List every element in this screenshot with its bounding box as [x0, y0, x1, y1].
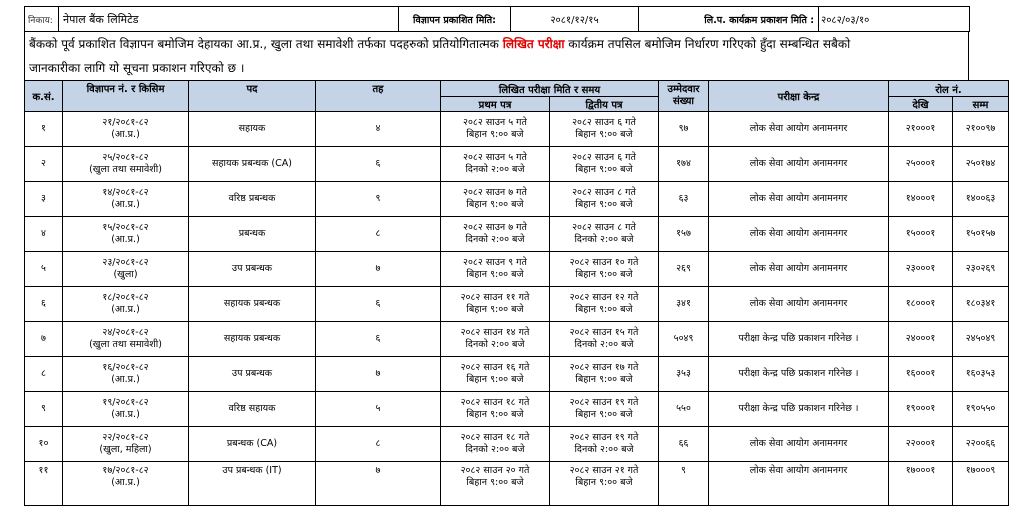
roll-to-cell: १५०१५७ — [953, 217, 1009, 252]
highlight-written-exam: लिखित परीक्षा — [502, 37, 565, 51]
post-cell: सहायक प्रबन्धक — [189, 322, 316, 357]
table-row — [25, 392, 1009, 427]
sn-cell: ३ — [25, 182, 63, 217]
roll-from-cell: २३०००१ — [889, 252, 953, 287]
col-exam-group: लिखित परीक्षा मिति र समय — [441, 81, 659, 97]
post-cell: सहायक प्रबन्धक (CA) — [189, 147, 316, 182]
col-roll-from: देखि — [889, 97, 953, 112]
notice-line-1: बैंकको पूर्व प्रकाशित विज्ञापन बमोजिम देहायका आ.प्र., खुला तथा समावेशी तर्फका पदहरुको प्रतियोगितात्मक लिखित परीक्षा कार्यक्रम तपसिल बमोजिम निर्धारण गरिएको हुँदा सम्बन्धित सबैको — [29, 37, 851, 51]
col-post: पद — [189, 81, 316, 112]
org-label: निकाय: — [25, 7, 59, 32]
ad-date: २०८१/१२/१५ — [511, 7, 639, 32]
col-level: तह — [316, 81, 441, 112]
paper1-cell: २०८२ साउन २० गते बिहान ९:०० बजे — [441, 462, 550, 506]
center-cell: लोक सेवा आयोग अनामनगर — [709, 427, 889, 462]
paper2-cell: २०८२ साउन १७ गते बिहान ९:०० बजे — [550, 357, 659, 392]
level-cell: ६ — [316, 287, 441, 322]
table-row — [25, 357, 1009, 392]
col-sn: क.सं. — [25, 81, 63, 112]
col-roll-group: रोल नं. — [889, 81, 1009, 97]
candidates-cell: २६९ — [659, 252, 709, 287]
col-paper1: प्रथम पत्र — [441, 97, 550, 112]
paper2-cell: २०८२ साउन ६ गते बिहान ९:०० बजे — [550, 112, 659, 147]
header-table — [24, 6, 970, 32]
paper1-cell: २०८२ साउन १८ गते दिनको २:०० बजे — [441, 427, 550, 462]
candidates-cell: १७४ — [659, 147, 709, 182]
paper2-cell: २०८२ साउन १५ गते दिनको २:०० बजे — [550, 322, 659, 357]
paper1-cell: २०८२ साउन १४ गते दिनको २:०० बजे — [441, 322, 550, 357]
prog-date-label: लि.प. कार्यक्रम प्रकाशन मिति : — [639, 7, 819, 32]
roll-to-cell: १६०३५३ — [953, 357, 1009, 392]
candidates-cell: ६३ — [659, 182, 709, 217]
ad-date-label: विज्ञापन प्रकाशित मिति: — [399, 7, 511, 32]
roll-from-cell: १७०००१ — [889, 462, 953, 506]
candidates-cell: ९७ — [659, 112, 709, 147]
level-cell: ७ — [316, 252, 441, 287]
candidates-cell: ५०४९ — [659, 322, 709, 357]
roll-from-cell: २२०००१ — [889, 427, 953, 462]
roll-from-cell: १८०००१ — [889, 287, 953, 322]
candidates-cell: ५५० — [659, 392, 709, 427]
adno-cell: १७/२०८१-८२ (आ.प्र.) — [63, 462, 189, 506]
paper2-cell: २०८२ साउन १० गते बिहान ९:०० बजे — [550, 252, 659, 287]
center-cell: लोक सेवा आयोग अनामनगर — [709, 217, 889, 252]
roll-from-cell: १६०००१ — [889, 357, 953, 392]
sn-cell: ११ — [25, 462, 63, 506]
roll-to-cell: २४५०४९ — [953, 322, 1009, 357]
table-row — [25, 217, 1009, 252]
level-cell: ६ — [316, 322, 441, 357]
col-paper2: द्वितीय पत्र — [550, 97, 659, 112]
prog-date: २०८२/०३/१० — [819, 7, 970, 32]
center-cell: परीक्षा केन्द्र पछि प्रकाशन गरिनेछ । — [709, 392, 889, 427]
post-cell: वरिष्ठ प्रबन्धक — [189, 182, 316, 217]
table-row — [25, 427, 1009, 462]
exam-schedule-table — [24, 80, 1009, 506]
col-candidates: उम्मेदवार संख्या — [659, 81, 709, 112]
level-cell: ७ — [316, 462, 441, 506]
sn-cell: ५ — [25, 252, 63, 287]
center-cell: परीक्षा केन्द्र पछि प्रकाशन गरिनेछ । — [709, 357, 889, 392]
adno-cell: १९/२०८१-८२ (आ.प्र.) — [63, 392, 189, 427]
sn-cell: २ — [25, 147, 63, 182]
paper2-cell: २०८२ साउन १२ गते बिहान ९:०० बजे — [550, 287, 659, 322]
notice-text — [24, 32, 969, 80]
col-roll-to: सम्म — [953, 97, 1009, 112]
level-cell: ९ — [316, 182, 441, 217]
level-cell: ८ — [316, 217, 441, 252]
sn-cell: ८ — [25, 357, 63, 392]
paper2-cell: २०८२ साउन ८ गते दिनको २:०० बजे — [550, 217, 659, 252]
level-cell: ७ — [316, 357, 441, 392]
paper1-cell: २०८२ साउन ५ गते बिहान ९:०० बजे — [441, 112, 550, 147]
paper1-cell: २०८२ साउन १८ गते बिहान ९:०० बजे — [441, 392, 550, 427]
candidates-cell: ३५३ — [659, 357, 709, 392]
sn-cell: १० — [25, 427, 63, 462]
paper1-cell: २०८२ साउन ७ गते बिहान ९:०० बजे — [441, 182, 550, 217]
center-cell: लोक सेवा आयोग अनामनगर — [709, 182, 889, 217]
roll-from-cell: २५०००१ — [889, 147, 953, 182]
notice-sheet — [24, 6, 996, 506]
roll-to-cell: १८०३४१ — [953, 287, 1009, 322]
center-cell: लोक सेवा आयोग अनामनगर — [709, 287, 889, 322]
notice-line-2: जानकारीका लागि यो सूचना प्रकाशन गरिएको छ । — [29, 61, 245, 75]
roll-to-cell: १७०००९ — [953, 462, 1009, 506]
roll-from-cell: १९०००१ — [889, 392, 953, 427]
post-cell: प्रबन्धक (CA) — [189, 427, 316, 462]
table-row — [25, 252, 1009, 287]
center-cell: लोक सेवा आयोग अनामनगर — [709, 112, 889, 147]
roll-to-cell: १९०५५० — [953, 392, 1009, 427]
table-row — [25, 112, 1009, 147]
level-cell: ४ — [316, 112, 441, 147]
post-cell: उप प्रबन्धक — [189, 252, 316, 287]
paper2-cell: २०८२ साउन २१ गते बिहान ९:०० बजे — [550, 462, 659, 506]
paper1-cell: २०८२ साउन ९ गते बिहान ९:०० बजे — [441, 252, 550, 287]
paper1-cell: २०८२ साउन १६ गते बिहान ९:०० बजे — [441, 357, 550, 392]
col-adno: विज्ञापन नं. र किसिम — [63, 81, 189, 112]
roll-to-cell: १४००६३ — [953, 182, 1009, 217]
center-cell: लोक सेवा आयोग अनामनगर — [709, 462, 889, 506]
roll-to-cell: २२००६६ — [953, 427, 1009, 462]
post-cell: प्रबन्धक — [189, 217, 316, 252]
post-cell: उप प्रबन्धक — [189, 357, 316, 392]
paper2-cell: २०८२ साउन १९ गते बिहान ९:०० बजे — [550, 392, 659, 427]
center-cell: लोक सेवा आयोग अनामनगर — [709, 147, 889, 182]
paper1-cell: २०८२ साउन ५ गते दिनको २:०० बजे — [441, 147, 550, 182]
table-row — [25, 182, 1009, 217]
roll-to-cell: २१००९७ — [953, 112, 1009, 147]
post-cell: सहायक प्रबन्धक — [189, 287, 316, 322]
adno-cell: १६/२०८१-८२ (आ.प्र.) — [63, 357, 189, 392]
center-cell: परीक्षा केन्द्र पछि प्रकाशन गरिनेछ । — [709, 322, 889, 357]
paper2-cell: २०८२ साउन ८ गते बिहान ९:०० बजे — [550, 182, 659, 217]
paper2-cell: २०८२ साउन ६ गते बिहान ९:०० बजे — [550, 147, 659, 182]
post-cell: उप प्रबन्धक (IT) — [189, 462, 316, 506]
adno-cell: २५/२०८१-८२ (खुला तथा समावेशी) — [63, 147, 189, 182]
paper1-cell: २०८२ साउन ७ गते दिनको २:०० बजे — [441, 217, 550, 252]
table-body — [25, 112, 1009, 506]
roll-from-cell: १४०००१ — [889, 182, 953, 217]
roll-from-cell: १५०००१ — [889, 217, 953, 252]
candidates-cell: १५७ — [659, 217, 709, 252]
adno-cell: २२/२०८१-८२ (खुला, महिला) — [63, 427, 189, 462]
candidates-cell: ६६ — [659, 427, 709, 462]
post-cell: सहायक — [189, 112, 316, 147]
paper1-cell: २०८२ साउन ११ गते बिहान ९:०० बजे — [441, 287, 550, 322]
table-row — [25, 322, 1009, 357]
paper2-cell: २०८२ साउन १९ गते दिनको २:०० बजे — [550, 427, 659, 462]
adno-cell: १५/२०८१-८२ (आ.प्र.) — [63, 217, 189, 252]
level-cell: ५ — [316, 392, 441, 427]
sn-cell: ७ — [25, 322, 63, 357]
adno-cell: २४/२०८१-८२ (खुला तथा समावेशी) — [63, 322, 189, 357]
roll-from-cell: २४०००१ — [889, 322, 953, 357]
adno-cell: २३/२०८१-८२ (खुला) — [63, 252, 189, 287]
level-cell: ६ — [316, 147, 441, 182]
level-cell: ८ — [316, 427, 441, 462]
col-center: परीक्षा केन्द्र — [709, 81, 889, 112]
post-cell: वरिष्ठ सहायक — [189, 392, 316, 427]
adno-cell: २१/२०८१-८२ (आ.प्र.) — [63, 112, 189, 147]
table-row — [25, 147, 1009, 182]
roll-to-cell: २५०१७४ — [953, 147, 1009, 182]
table-row — [25, 462, 1009, 506]
adno-cell: १८/२०८१-८२ (आ.प्र.) — [63, 287, 189, 322]
roll-to-cell: २३०२६९ — [953, 252, 1009, 287]
sn-cell: ९ — [25, 392, 63, 427]
table-row — [25, 287, 1009, 322]
org-name: नेपाल बैंक लिमिटेड — [59, 7, 399, 32]
roll-from-cell: २१०००१ — [889, 112, 953, 147]
adno-cell: १४/२०८१-८२ (आ.प्र.) — [63, 182, 189, 217]
sn-cell: १ — [25, 112, 63, 147]
center-cell: लोक सेवा आयोग अनामनगर — [709, 252, 889, 287]
candidates-cell: ३४१ — [659, 287, 709, 322]
sn-cell: ६ — [25, 287, 63, 322]
candidates-cell: ९ — [659, 462, 709, 506]
sn-cell: ४ — [25, 217, 63, 252]
